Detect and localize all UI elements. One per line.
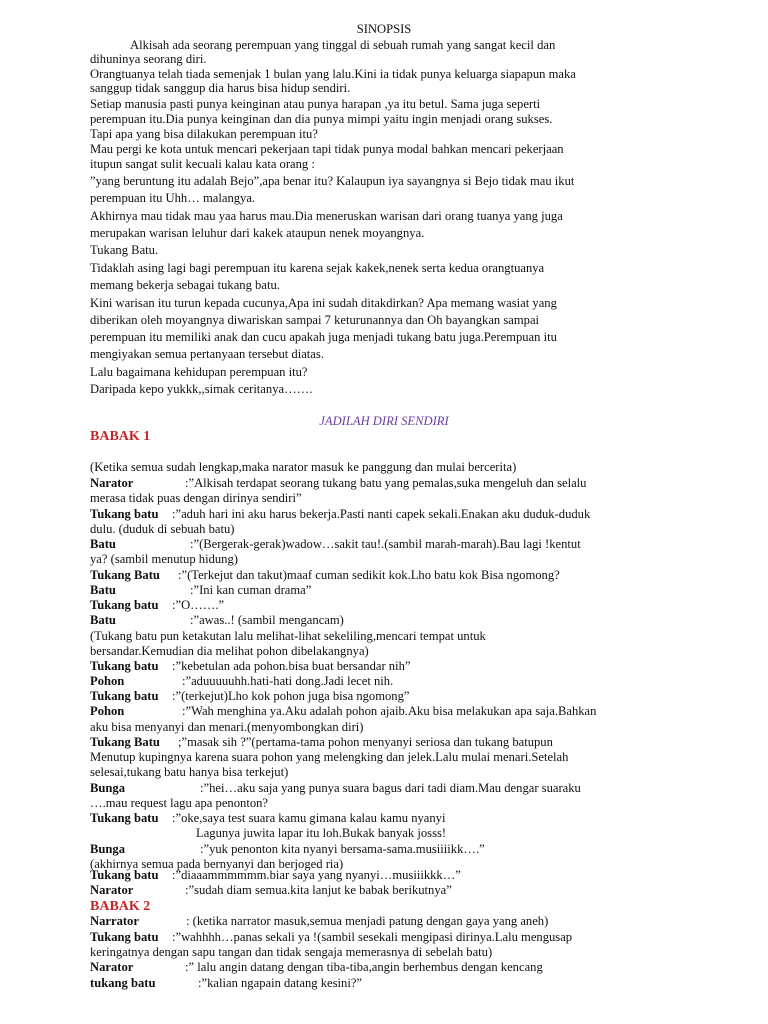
- synopsis-line: merupakan warisan leluhur dari kakek ataupun nenek moyangnya.: [90, 226, 425, 240]
- synopsis-line: perempuan itu.Dia punya keinginan dan dia punya mimpi yaitu ingin menjadi orang sukses.: [90, 112, 553, 126]
- dialogue-text: :”aduuuuuhh.hati-hati dong.Jadi lecet nih.: [182, 674, 394, 688]
- act-2-heading: BABAK 2: [90, 899, 151, 914]
- act-1-heading: BABAK 1: [90, 429, 151, 444]
- speaker-name: Tukang batu: [90, 507, 159, 521]
- synopsis-line: Lalu bagaimana kehidupan perempuan itu?: [90, 365, 308, 379]
- synopsis-line: Daripada kepo yukkk,,simak ceritanya…….: [90, 382, 313, 396]
- dialogue-continuation: keringatnya dengan sapu tangan dan tidak sengaja memerasnya di sebelah batu): [90, 945, 493, 959]
- speaker-name: Batu: [90, 613, 116, 627]
- dialogue-continuation: Menutup kupingnya karena suara pohon yang melengking dan jelek.Lalu mulai menari.Setelah: [90, 750, 569, 764]
- dialogue-continuation: dulu. (duduk di sebuah batu): [90, 522, 235, 536]
- dialogue-text: :”hei…aku saja yang punya suara bagus dari tadi diam.Mau dengar suaraku: [200, 781, 581, 795]
- speaker-name: Tukang batu: [90, 689, 159, 703]
- dialogue-text: : (ketika narrator masuk,semua menjadi patung dengan gaya yang aneh): [186, 914, 549, 928]
- dialogue-text: :”Wah menghina ya.Aku adalah pohon ajaib.Aku bisa melakukan apa saja.Bahkan: [182, 704, 597, 718]
- dialogue-text: :”kebetulan ada pohon.bisa buat bersandar nih”: [172, 659, 411, 673]
- speaker-name: Narrator: [90, 914, 139, 928]
- speaker-name: tukang batu: [90, 976, 156, 990]
- dialogue-text: :”aduh hari ini aku harus bekerja.Pasti nanti capek sekali.Enakan aku duduk-duduk: [172, 507, 591, 521]
- stage-direction: bersandar.Kemudian dia melihat pohon dibelakangnya): [90, 644, 369, 658]
- synopsis-line: Alkisah ada seorang perempuan yang tinggal di sebuah rumah yang sangat kecil dan: [130, 38, 556, 52]
- speaker-name: Tukang batu: [90, 930, 159, 944]
- dialogue-text: ;”masak sih ?”(pertama-tama pohon menyanyi seriosa dan tukang batupun: [178, 735, 553, 749]
- dialogue-text: :”(terkejut)Lho kok pohon juga bisa ngomong”: [172, 689, 410, 703]
- stage-direction: (akhirnya semua pada bernyanyi dan berjoged ria): [90, 857, 344, 871]
- dialogue-text: :”wahhhh…panas sekali ya !(sambil sesekali mengipasi dirinya.Lalu mengusap: [172, 930, 573, 944]
- synopsis-line: Kini warisan itu turun kepada cucunya,Apa ini sudah ditakdirkan? Apa memang wasiat yang: [90, 296, 557, 310]
- synopsis-line: Tukang Batu.: [90, 243, 159, 257]
- synopsis-line: ”yang beruntung itu adalah Bejo”,apa benar itu? Kalaupun iya sayangnya si Bejo tidak mau ikut: [90, 174, 575, 188]
- dialogue-continuation: Lagunya juwita lapar itu loh.Bukak banyak josss!: [196, 826, 447, 840]
- synopsis-line: diberikan oleh moyangnya diwariskan sampai 7 keturunannya dan Oh bayangkan sampai: [90, 313, 540, 327]
- speaker-name: Narator: [90, 476, 134, 490]
- dialogue-continuation: merasa tidak puas dengan dirinya sendiri”: [90, 491, 302, 505]
- dialogue-text: :”(Terkejut dan takut)maaf cuman sedikit kok.Lho batu kok Bisa ngomong?: [178, 568, 560, 582]
- synopsis-line: Orangtuanya telah tiada semenjak 1 bulan yang lalu.Kini ia tidak punya keluarga siapapun maka: [90, 67, 576, 81]
- synopsis-line: perempuan itu memiliki anak dan cucu apakah juga menjadi tukang batu juga.Perempuan itu: [90, 330, 557, 344]
- synopsis-line: Tapi apa yang bisa dilakukan perempuan itu?: [90, 127, 318, 141]
- speaker-name: Pohon: [90, 674, 125, 688]
- dialogue-text: :” lalu angin datang dengan tiba-tiba,angin berhembus dengan kencang: [185, 960, 543, 974]
- stage-direction: (Tukang batu pun ketakutan lalu melihat-lihat sekeliling,mencari tempat untuk: [90, 629, 486, 643]
- document-title: SINOPSIS: [356, 22, 412, 36]
- dialogue-text: :”O…….”: [172, 598, 225, 612]
- synopsis-line: dihuninya seorang diri.: [90, 52, 207, 66]
- speaker-name: Tukang batu: [90, 598, 159, 612]
- dialogue-text: :”yuk penonton kita nyanyi bersama-sama.musiiiikk….”: [200, 842, 485, 856]
- synopsis-line: itupun sangat sulit kecuali kalau kata orang :: [90, 157, 315, 171]
- synopsis-line: Tidaklah asing lagi bagi perempuan itu karena sejak kakek,nenek serta kedua orangtuanya: [90, 261, 545, 275]
- speaker-name: Bunga: [90, 781, 126, 795]
- speaker-name: Batu: [90, 583, 116, 597]
- speaker-name: Tukang Batu: [90, 568, 160, 582]
- speaker-name: Tukang batu: [90, 659, 159, 673]
- dialogue-text: :”oke,saya test suara kamu gimana kalau kamu nyanyi: [172, 811, 446, 825]
- synopsis-line: mengiyakan semua pertanyaan tersebut diatas.: [90, 347, 324, 361]
- speaker-name: Batu: [90, 537, 116, 551]
- dialogue-text: :”sudah diam semua.kita lanjut ke babak berikutnya”: [185, 883, 452, 897]
- stage-direction: (Ketika semua sudah lengkap,maka narator masuk ke panggung dan mulai bercerita): [90, 460, 517, 474]
- dialogue-continuation: ….mau request lagu apa penonton?: [90, 796, 269, 810]
- dialogue-continuation: selesai,tukang batu hanya bisa terkejut): [90, 765, 289, 779]
- dialogue-text: :”Alkisah terdapat seorang tukang batu yang pemalas,suka mengeluh dan selalu: [185, 476, 587, 490]
- play-subtitle: JADILAH DIRI SENDIRI: [319, 414, 449, 428]
- dialogue-continuation: aku bisa menyanyi dan menari.(menyombongkan diri): [90, 720, 364, 734]
- dialogue-continuation: ya? (sambil menutup hidung): [90, 552, 238, 566]
- synopsis-line: sanggup tidak sanggup dia harus bisa hidup sendiri.: [90, 81, 351, 95]
- dialogue-text: :”(Bergerak-gerak)wadow…sakit tau!.(sambil marah-marah).Bau lagi !kentut: [190, 537, 581, 551]
- speaker-name: Narator: [90, 883, 134, 897]
- speaker-name: Bunga: [90, 842, 126, 856]
- synopsis-line: perempuan itu Uhh… malangya.: [90, 191, 256, 205]
- speaker-name: Tukang batu: [90, 868, 159, 882]
- speaker-name: Narator: [90, 960, 134, 974]
- synopsis-line: memang bekerja sebagai tukang batu.: [90, 278, 280, 292]
- synopsis-line: Akhirnya mau tidak mau yaa harus mau.Dia meneruskan warisan dari orang tuanya yang juga: [90, 209, 563, 223]
- dialogue-text: :”awas..! (sambil mengancam): [190, 613, 344, 627]
- synopsis-line: Mau pergi ke kota untuk mencari pekerjaan tapi tidak punya modal bahkan mencari pekerjaan: [90, 142, 564, 156]
- dialogue-text: :”Ini kan cuman drama”: [190, 583, 312, 597]
- dialogue-text: :”diaaammmmmm.biar saya yang nyanyi…musiiikkk…”: [172, 868, 461, 882]
- dialogue-text: :”kalian ngapain datang kesini?”: [198, 976, 363, 990]
- synopsis-line: Setiap manusia pasti punya keinginan atau punya harapan ,ya itu betul. Sama juga seperti: [90, 97, 541, 111]
- speaker-name: Tukang Batu: [90, 735, 160, 749]
- speaker-name: Pohon: [90, 704, 125, 718]
- speaker-name: Tukang batu: [90, 811, 159, 825]
